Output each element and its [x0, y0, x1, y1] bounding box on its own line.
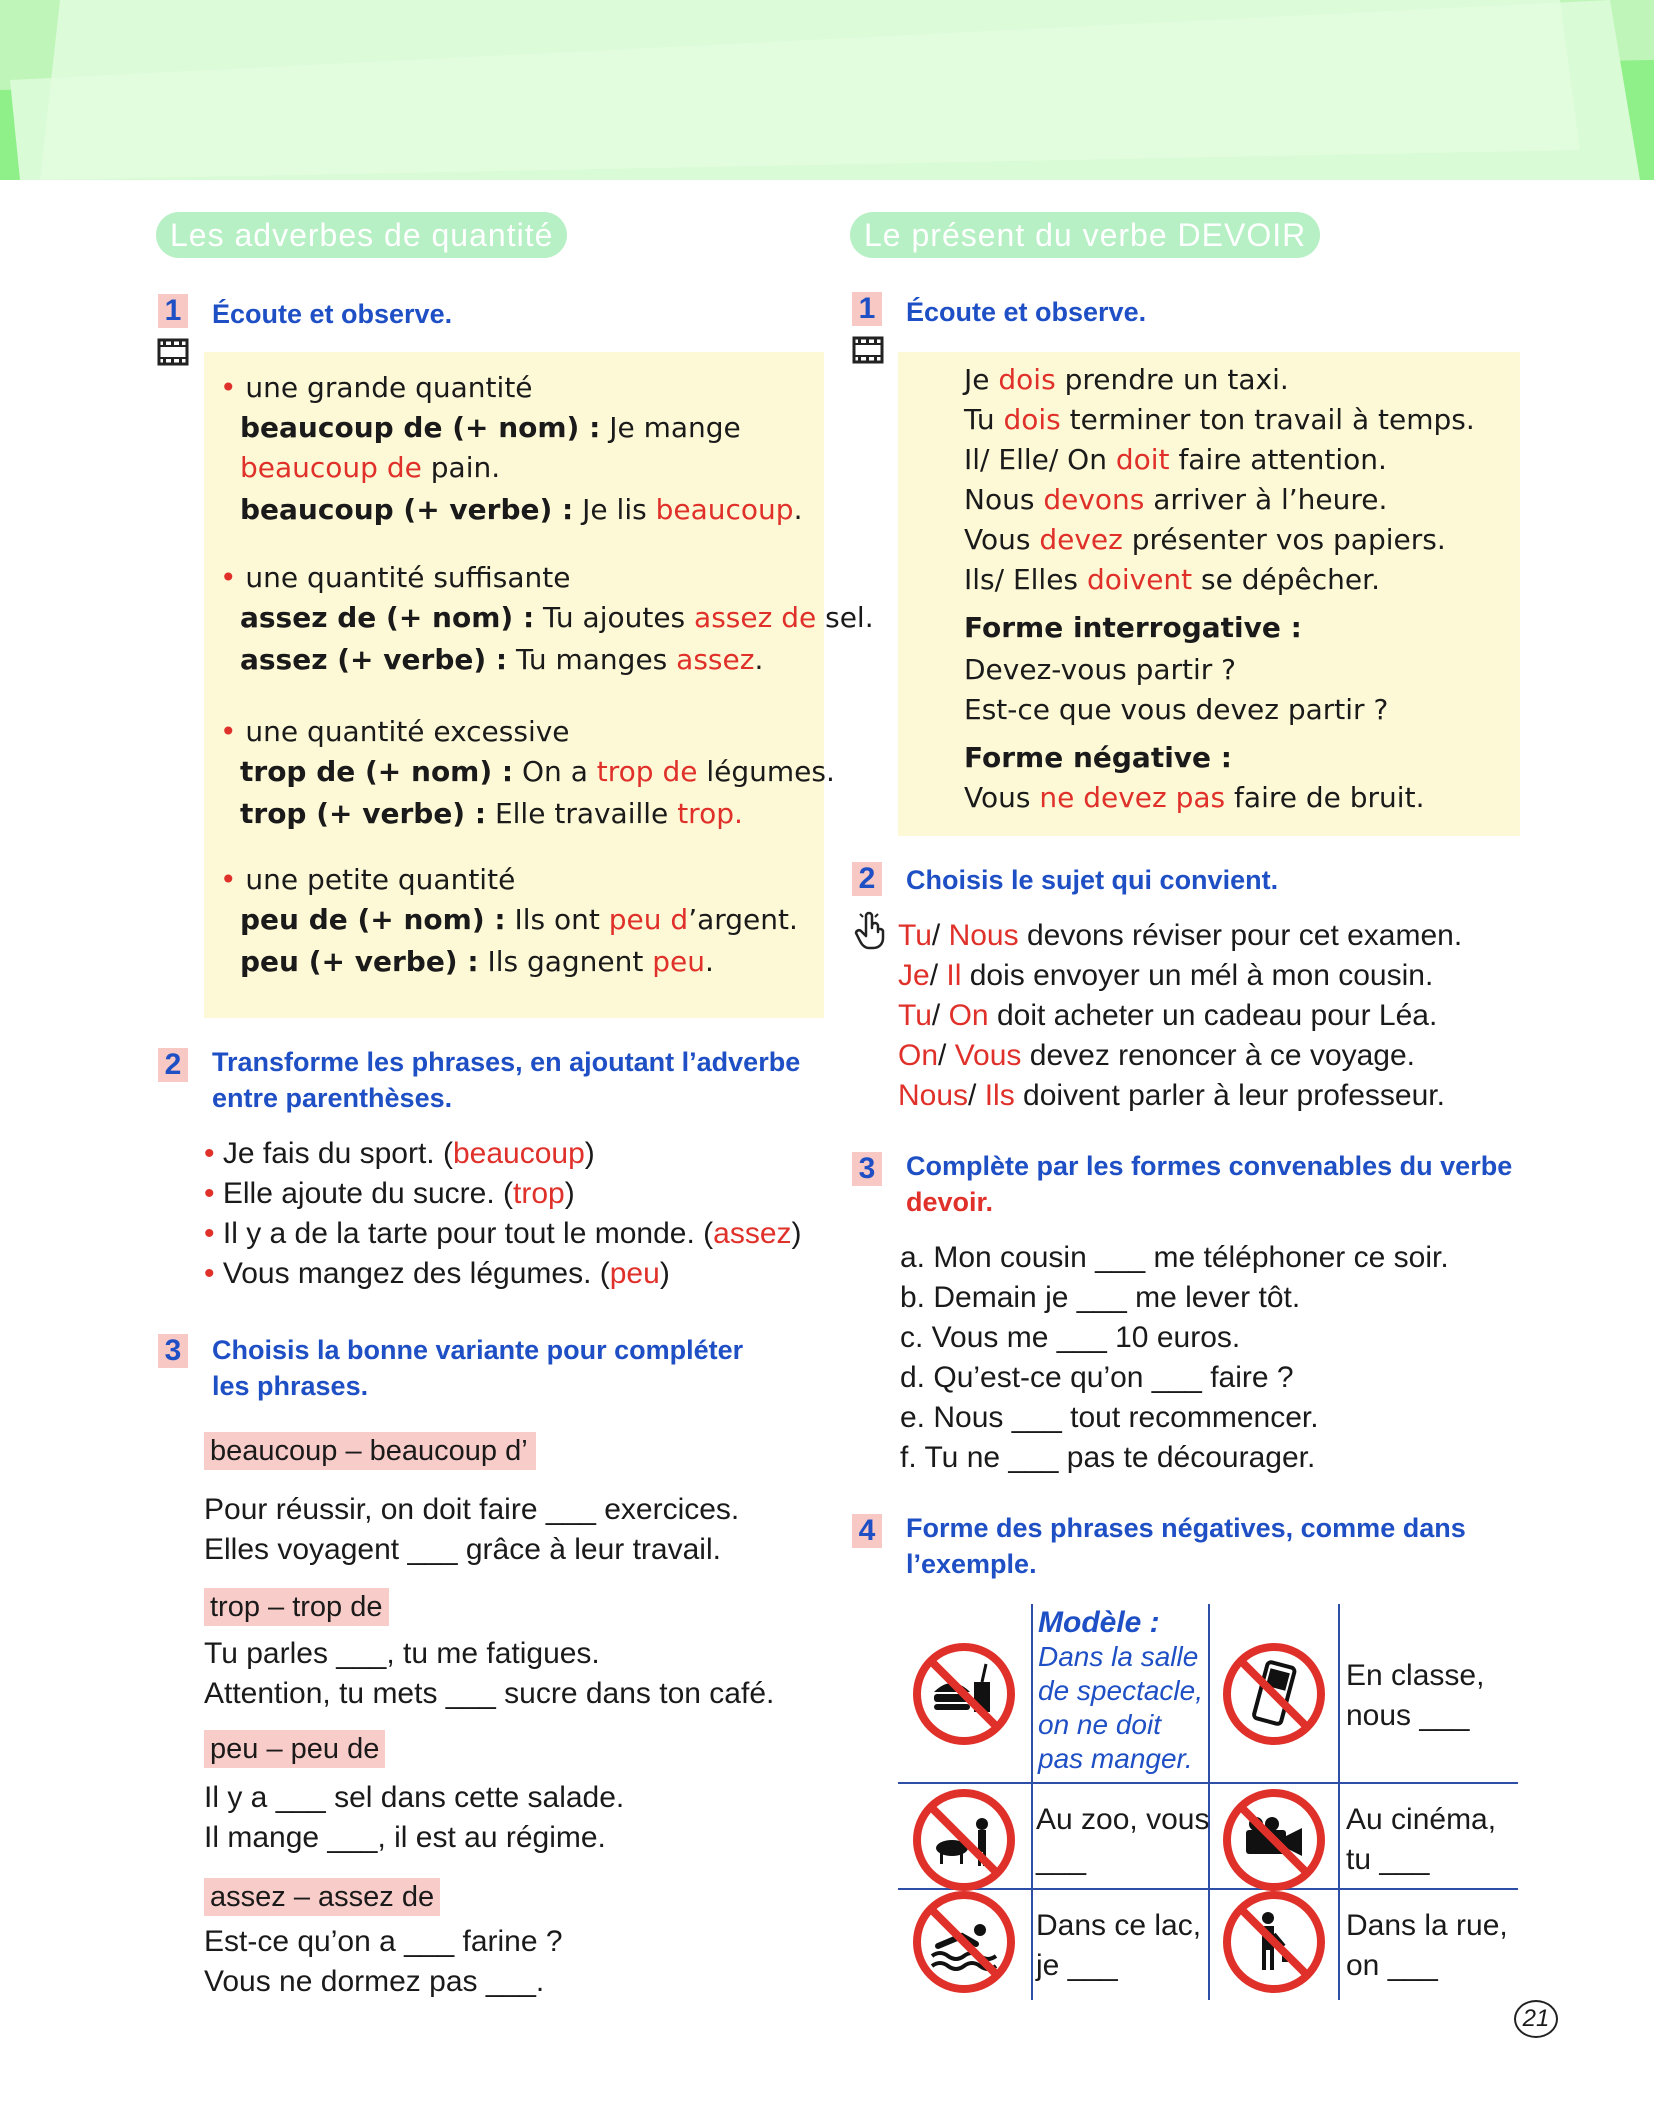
table-divider: [898, 1782, 1518, 1784]
exercise-sentence: Il y a ___ sel dans cette salade.: [204, 1781, 625, 1814]
exercise-title: Choisis le sujet qui convient.: [906, 865, 1279, 895]
exercise-sentence: a. Mon cousin ___ me téléphoner ce soir.: [900, 1241, 1449, 1274]
exercise-cell-text: nous ___: [1346, 1699, 1470, 1732]
hand-pointer-icon: [852, 910, 886, 950]
subject-choice-sentence: Tu/ Nous devons réviser pour cet examen.: [898, 919, 1463, 952]
exercise-title: Transforme les phrases, en ajoutant l’adverbe: [212, 1047, 801, 1077]
group-label: • une quantité suffisante: [220, 561, 571, 594]
model-line: on ne doit: [1038, 1709, 1161, 1740]
exercise-sentence: Est-ce qu’on a ___ farine ?: [204, 1925, 563, 1958]
exercise-number: 1: [158, 294, 188, 328]
top-banner: [0, 0, 1654, 180]
list-item: • Il y a de la tarte pour tout le monde. (assez): [204, 1217, 802, 1250]
exercise-cell-text: tu ___: [1346, 1843, 1430, 1876]
group-label: • une quantité excessive: [220, 715, 570, 748]
exercise-sentence: d. Qu’est-ce qu’on ___ faire ?: [900, 1361, 1294, 1394]
no-feeding-animals-sign-icon: [912, 1788, 1016, 1892]
word-choice-chip: assez – assez de: [204, 1878, 440, 1916]
section-title-adverbes: Les adverbes de quantité: [156, 212, 567, 258]
exercise-cell-text: Dans ce lac,: [1036, 1909, 1202, 1942]
exercise-number: 1: [852, 292, 882, 326]
exercise-title-cont: l’exemple.: [906, 1549, 1037, 1579]
rule-line: peu de (+ nom) : Ils ont peu d’argent.: [240, 903, 798, 936]
table-divider: [1338, 1604, 1340, 2000]
section-title-devoir: Le présent du verbe DEVOIR: [850, 212, 1320, 258]
negative-example: Vous ne devez pas faire de bruit.: [964, 781, 1425, 814]
exercise-cell-text: Au zoo, vous: [1036, 1803, 1210, 1836]
exercise-sentence: c. Vous me ___ 10 euros.: [900, 1321, 1241, 1354]
exercise-sentence: Pour réussir, on doit faire ___ exercices.: [204, 1493, 740, 1526]
page-number: 21: [1514, 2000, 1558, 2038]
exercise-sentence: Elles voyagent ___ grâce à leur travail.: [204, 1533, 721, 1566]
model-line: pas manger.: [1038, 1743, 1193, 1774]
exercise-sentence: Tu parles ___, tu me fatigues.: [204, 1637, 600, 1670]
group-label: • une petite quantité: [220, 863, 516, 896]
exercise-cell-text: Au cinéma,: [1346, 1803, 1497, 1836]
exercise-title: Forme des phrases négatives, comme dans: [906, 1513, 1466, 1543]
rule-line: assez (+ verbe) : Tu manges assez.: [240, 643, 764, 676]
rule-line: peu (+ verbe) : Ils gagnent peu.: [240, 945, 714, 978]
exercise-cell-text: je ___: [1036, 1949, 1118, 1982]
conjugation-line: Nous devons arriver à l’heure.: [964, 483, 1388, 516]
model-title: Modèle :: [1038, 1606, 1160, 1639]
exercise-cell-text: Dans la rue,: [1346, 1909, 1508, 1942]
subject-choice-sentence: Tu/ On doit acheter un cadeau pour Léa.: [898, 999, 1438, 1032]
rule-line: assez de (+ nom) : Tu ajoutes assez de sel.: [240, 601, 874, 634]
table-divider: [1031, 1604, 1033, 2000]
exercise-title: Écoute et observe.: [906, 297, 1147, 327]
interrogative-title: Forme interrogative :: [964, 611, 1302, 644]
no-swimming-sign-icon: [912, 1890, 1016, 1994]
exercise-title-cont: entre parenthèses.: [212, 1083, 453, 1113]
subject-choice-sentence: On/ Vous devez renoncer à ce voyage.: [898, 1039, 1416, 1072]
conjugation-line: Vous devez présenter vos papiers.: [964, 523, 1446, 556]
subject-choice-sentence: Nous/ Ils doivent parler à leur professeur.: [898, 1079, 1445, 1112]
conjugation-line: Je dois prendre un taxi.: [964, 363, 1289, 396]
rule-line: trop (+ verbe) : Elle travaille trop.: [240, 797, 743, 830]
subject-choice-sentence: Je/ Il dois envoyer un mél à mon cousin.: [898, 959, 1434, 992]
list-item: • Je fais du sport. (beaucoup): [204, 1137, 595, 1170]
conjugation-line: Il/ Elle/ On doit faire attention.: [964, 443, 1387, 476]
word-choice-chip: trop – trop de: [204, 1588, 389, 1626]
rule-line: trop de (+ nom) : On a trop de légumes.: [240, 755, 835, 788]
exercise-sentence: f. Tu ne ___ pas te décourager.: [900, 1441, 1316, 1474]
no-camera-sign-icon: [1222, 1788, 1326, 1892]
exercise-number: 3: [158, 1334, 188, 1368]
exercise-number: 4: [852, 1514, 882, 1548]
list-item: • Vous mangez des légumes. (peu): [204, 1257, 670, 1290]
exercise-sentence: b. Demain je ___ me lever tôt.: [900, 1281, 1301, 1314]
group-label: • une grande quantité: [220, 371, 533, 404]
model-line: Dans la salle: [1038, 1641, 1199, 1672]
model-line: de spectacle,: [1038, 1675, 1203, 1706]
film-icon: [157, 336, 189, 368]
word-choice-chip: beaucoup – beaucoup d’: [204, 1432, 536, 1470]
exercise-title-verb: devoir.: [906, 1187, 994, 1217]
word-choice-chip: peu – peu de: [204, 1730, 385, 1768]
exercise-number: 2: [158, 1048, 188, 1082]
exercise-sentence: e. Nous ___ tout recommencer.: [900, 1401, 1319, 1434]
interrogative-example: Est-ce que vous devez partir ?: [964, 693, 1389, 726]
no-eating-sign-icon: [912, 1642, 1016, 1746]
exercise-sentence: Attention, tu mets ___ sucre dans ton café.: [204, 1677, 775, 1710]
conjugation-line: Tu dois terminer ton travail à temps.: [964, 403, 1475, 436]
no-littering-sign-icon: [1222, 1890, 1326, 1994]
exercise-title-cont: les phrases.: [212, 1371, 369, 1401]
negative-title: Forme négative :: [964, 741, 1232, 774]
conjugation-line: Ils/ Elles doivent se dépêcher.: [964, 563, 1380, 596]
film-icon: [852, 334, 884, 366]
rule-line: beaucoup de pain.: [240, 451, 501, 484]
exercise-number: 3: [852, 1152, 882, 1186]
model-example: [1038, 1606, 1208, 1776]
exercise-sentence: Vous ne dormez pas ___.: [204, 1965, 545, 1998]
exercise-cell-text: on ___: [1346, 1949, 1438, 1982]
exercise-number: 2: [852, 862, 882, 896]
list-item: • Elle ajoute du sucre. (trop): [204, 1177, 575, 1210]
no-phone-sign-icon: [1222, 1642, 1326, 1746]
exercise-title: Complète par les formes convenables du verbe: [906, 1151, 1513, 1181]
exercise-title: Écoute et observe.: [212, 299, 453, 329]
interrogative-example: Devez-vous partir ?: [964, 653, 1237, 686]
rule-line: beaucoup (+ verbe) : Je lis beaucoup.: [240, 493, 803, 526]
exercise-title: Choisis la bonne variante pour compléter: [212, 1335, 744, 1365]
exercise-cell-text: ___: [1036, 1843, 1087, 1876]
rule-line: beaucoup de (+ nom) : Je mange: [240, 411, 741, 444]
exercise-cell-text: En classe,: [1346, 1659, 1485, 1692]
exercise-sentence: Il mange ___, il est au régime.: [204, 1821, 606, 1854]
